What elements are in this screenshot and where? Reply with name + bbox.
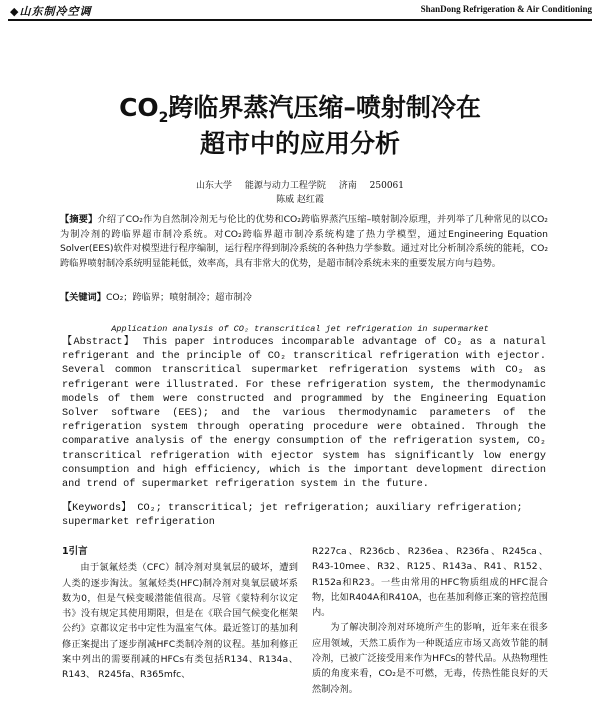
abstract-cn-text: 介绍了CO₂作为自然制冷剂无与伦比的优势和CO₂跨临界蒸汽压缩–喷射制冷原理，并列举了几种常见的以CO₂为制冷剂的跨临界超市制冷系统。对CO₂跨临界超市制冷系统构建了热力学模型，通过Engineering Equation Solver(EES)软件对模型进行程序编制，运行程序得到制冷系统的各种热力学参数。通过对比分析制冷系统的能耗，CO₂跨临界喷射制冷系统明显能耗低，效率高，具有非常大的优势，是超市制冷系统未来的重要发展方向与趋势。 — [60, 214, 548, 269]
section-heading-intro: 1引言 — [62, 546, 88, 557]
abstract-en-text: This paper introduces incomparable advantage of CO₂ as a natural refrigerant and the principle of CO₂ transcritical refrigeration with ejector. Several common transcritical supermarket refrigeration systems with CO₂ as refrigerant were illustrated. For these refrigeration system, the thermodynamic models of them were constructed and programmed by the Engineering Equation Solver software (EES); and the various thermodynamic parameters of the refrigeration system through operating procedure were obtained. Through the comparative analysis of the energy consumption of the refrigeration system, CO₂ transcritical refrigeration with ejector system has significantly low energy consumption and high efficiency, which is the important development direction and trend of supermarket refrigeration system in the future. — [62, 337, 546, 491]
school: 能源与动力工程学院 — [244, 181, 326, 191]
journal-name-en: ShanDong Refrigeration & Air Conditioning — [420, 4, 592, 14]
keywords-en-tag: 【Keywords】 — [62, 503, 132, 514]
keywords-en — [62, 502, 546, 530]
body-paragraph: 由于氯氟烃类（CFC）制冷剂对臭氧层的破坏，遭到人类的逐步淘汰。氢氟烃类(HFC)制冷剂对臭氧层破坏系数为0，但是气候变暖潜能值很高。尽管《蒙特利尔议定书》没有规定其使用期限，但是在《联合国气候变化框架公约》京都议定书中定性为温室气体。最近签订的基加利修正案提出了逐步削减HFC类制冷剂的议程。基加利修正案中列出的需要削减的HFCs有类包括R134、R134a、R143、 R245fa、R365mfc、 — [62, 562, 298, 681]
abstract-cn — [60, 213, 548, 271]
title-rest: 跨临界蒸汽压缩–喷射制冷在 — [168, 93, 481, 122]
header-rule — [8, 19, 592, 21]
title-co: CO — [119, 93, 159, 122]
institution: 山东大学 — [195, 181, 232, 191]
paper-title-line-2: 超市中的应用分析 — [199, 129, 400, 158]
city: 济南 — [338, 181, 357, 191]
body-column-right — [312, 544, 548, 697]
keywords-cn-text: CO₂；跨临界；喷射制冷；超市制冷 — [105, 292, 252, 303]
abstract-cn-tag: 【摘要】 — [60, 214, 98, 225]
body-paragraph: 为了解决制冷剂对环境所产生的影响，近年来在很多应用领域，天然工质作为一种既适应市场又高效节能的制冷剂，已被广泛接受用来作为HFCs的替代品。从热物理性质的角度来看，CO₂是不可燃，无毒，传热性能良好的天然制冷剂。 — [312, 622, 548, 695]
authors: 陈威 赵红霞 — [276, 195, 324, 205]
keywords-cn — [60, 289, 548, 303]
abstract-en — [62, 336, 546, 492]
abstract-en-tag: 【Abstract】 — [62, 337, 136, 348]
keywords-cn-tag: 【关键词】 — [60, 292, 106, 303]
body-paragraph: R227ca、R236cb、R236ea、R236fa、R245ca、R43-10mee、R32、R125、R143a、R41、R152、R152a和R23。一些由常用的HFC物质组成的HFC混合物，比如R404A和R410A，也在基加利修正案的管控范围内。 — [312, 546, 548, 619]
affiliation — [0, 178, 600, 191]
keywords-en-text: CO₂; transcritical; jet refrigeration; auxiliary refrigeration; supermarket refrigeration — [62, 503, 523, 529]
title-subscript: 2 — [158, 110, 169, 126]
journal-name-cn: ◆山东制冷空调 — [10, 5, 92, 18]
page-header — [0, 0, 600, 24]
english-title: Application analysis of CO₂ transcritical jet refrigeration in supermarket — [111, 324, 489, 334]
postcode: 250061 — [369, 181, 405, 191]
body-column-left — [62, 544, 298, 683]
